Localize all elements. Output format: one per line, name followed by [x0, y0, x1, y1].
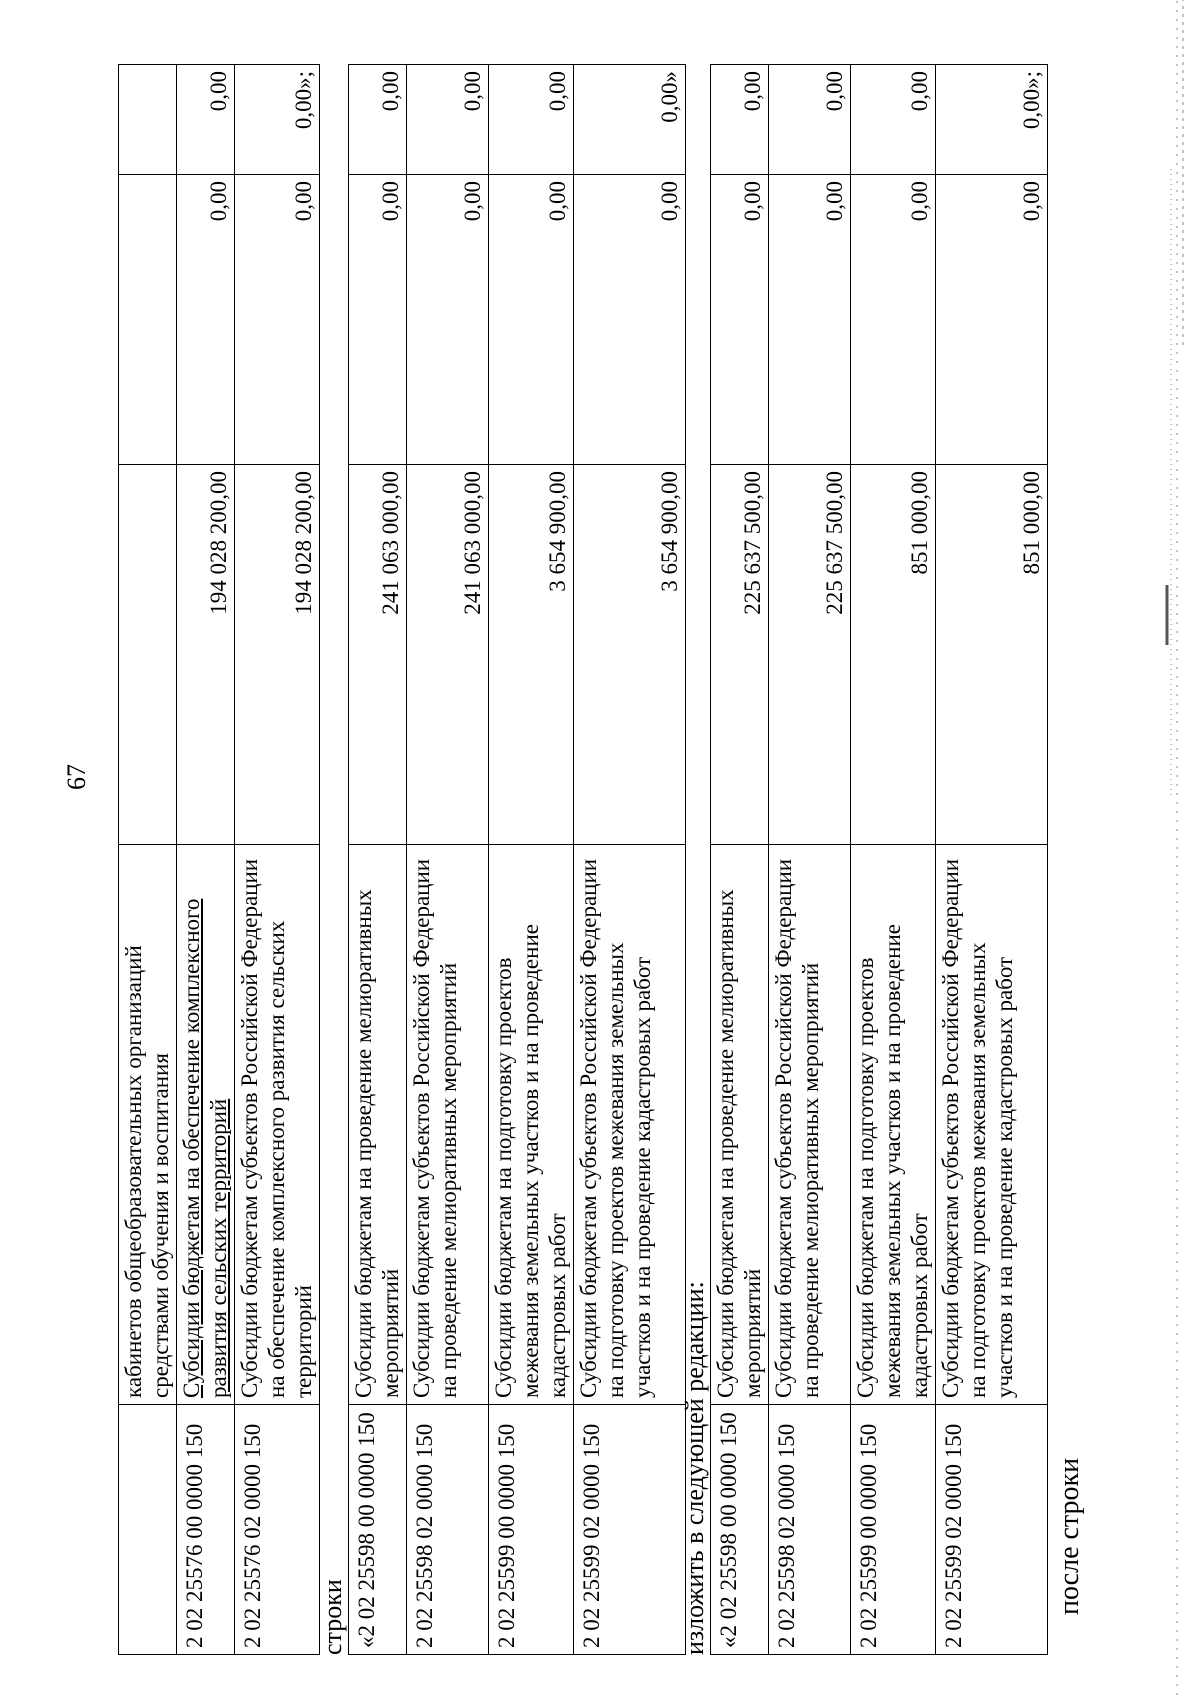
cell-value-3: 0,00»	[574, 65, 686, 175]
cell-value-3: 0,00	[407, 65, 489, 175]
table-row	[936, 65, 1048, 1655]
scan-edge-marks	[1165, 0, 1195, 1695]
cell-description: Субсидии бюджетам субъектов Российской Федерации на обеспечение комплексного развития сельских территорий	[235, 845, 320, 1405]
cell-code: 2 02 25598 02 0000 150	[407, 1405, 489, 1655]
caption-edit: изложить в следующей редакции:	[680, 1281, 709, 1655]
cell-code: 2 02 25599 02 0000 150	[936, 1405, 1048, 1655]
cell-value-1: 3 654 900,00	[489, 465, 574, 845]
cell-code: 2 02 25598 02 0000 150	[769, 1405, 851, 1655]
cell-value-3	[119, 65, 177, 175]
table-row	[711, 65, 769, 1655]
cell-value-2: 0,00	[407, 175, 489, 465]
table-2-block	[348, 65, 686, 1655]
cell-value-1: 851 000,00	[851, 465, 936, 845]
caption-rows: строки	[318, 1579, 347, 1655]
table-1-block	[118, 65, 320, 1655]
table-row	[769, 65, 851, 1655]
cell-value-2: 0,00	[851, 175, 936, 465]
cell-code: «2 02 25598 00 0000 150	[711, 1405, 769, 1655]
cell-value-1: 225 637 500,00	[711, 465, 769, 845]
cell-description: Субсидии бюджетам субъектов Российской Федерации на подготовку проектов межевания земельных участков и на проведение кадастровых работ	[574, 845, 686, 1405]
cell-value-3: 0,00	[489, 65, 574, 175]
cell-value-1: 3 654 900,00	[574, 465, 686, 845]
cell-value-1: 194 028 200,00	[235, 465, 320, 845]
cell-value-2: 0,00	[711, 175, 769, 465]
cell-value-3: 0,00	[851, 65, 936, 175]
cell-description: Субсидии бюджетам субъектов Российской Федерации на проведение мелиоративных мероприятий	[769, 845, 851, 1405]
cell-description: Субсидии бюджетам субъектов Российской Федерации на проведение мелиоративных мероприятий	[407, 845, 489, 1405]
table-row	[851, 65, 936, 1655]
cell-value-3: 0,00	[711, 65, 769, 175]
cell-value-1: 241 063 000,00	[349, 465, 407, 845]
cell-value-1	[119, 465, 177, 845]
page-number: 67	[62, 764, 91, 790]
table-1	[118, 64, 320, 1655]
cell-code: 2 02 25599 00 0000 150	[851, 1405, 936, 1655]
cell-description: Субсидии бюджетам на подготовку проектов межевания земельных участков и на проведение кадастровых работ	[851, 845, 936, 1405]
table-row	[235, 65, 320, 1655]
table-3-block	[710, 65, 1048, 1655]
cell-value-3: 0,00	[769, 65, 851, 175]
cell-value-2	[119, 175, 177, 465]
table-row	[177, 65, 235, 1655]
table-2	[348, 64, 686, 1655]
caption-after: после строки	[1054, 1457, 1085, 1615]
cell-description: Субсидии бюджетам на подготовку проектов межевания земельных участков и на проведение кадастровых работ	[489, 845, 574, 1405]
cell-code: 2 02 25576 00 0000 150	[177, 1405, 235, 1655]
table-row	[349, 65, 407, 1655]
cell-code: «2 02 25598 00 0000 150	[349, 1405, 407, 1655]
cell-value-1: 851 000,00	[936, 465, 1048, 845]
table-row	[574, 65, 686, 1655]
cell-description: Субсидии бюджетам субъектов Российской Федерации на подготовку проектов межевания земельных участков и на проведение кадастровых работ	[936, 845, 1048, 1405]
cell-value-2: 0,00	[235, 175, 320, 465]
cell-description: кабинетов общеобразовательных организаций средствами обучения и воспитания	[119, 845, 177, 1405]
cell-value-1: 225 637 500,00	[769, 465, 851, 845]
cell-description: Субсидии бюджетам на проведение мелиоративных мероприятий	[711, 845, 769, 1405]
cell-value-3: 0,00»;	[235, 65, 320, 175]
cell-code: 2 02 25576 02 0000 150	[235, 1405, 320, 1655]
cell-value-2: 0,00	[936, 175, 1048, 465]
cell-value-3: 0,00	[177, 65, 235, 175]
cell-value-2: 0,00	[489, 175, 574, 465]
table-row	[407, 65, 489, 1655]
table-3	[710, 64, 1048, 1655]
cell-description: Субсидии бюджетам на проведение мелиоративных мероприятий	[349, 845, 407, 1405]
cell-code	[119, 1405, 177, 1655]
cell-value-3: 0,00	[349, 65, 407, 175]
table-row	[119, 65, 177, 1655]
cell-code: 2 02 25599 02 0000 150	[574, 1405, 686, 1655]
cell-description: Субсидии бюджетам на обеспечение комплексного развития сельских территорий	[177, 845, 235, 1405]
cell-code: 2 02 25599 00 0000 150	[489, 1405, 574, 1655]
cell-value-2: 0,00	[349, 175, 407, 465]
cell-value-1: 194 028 200,00	[177, 465, 235, 845]
cell-value-3: 0,00»;	[936, 65, 1048, 175]
cell-value-2: 0,00	[769, 175, 851, 465]
table-row	[489, 65, 574, 1655]
cell-value-2: 0,00	[574, 175, 686, 465]
cell-value-2: 0,00	[177, 175, 235, 465]
cell-value-1: 241 063 000,00	[407, 465, 489, 845]
